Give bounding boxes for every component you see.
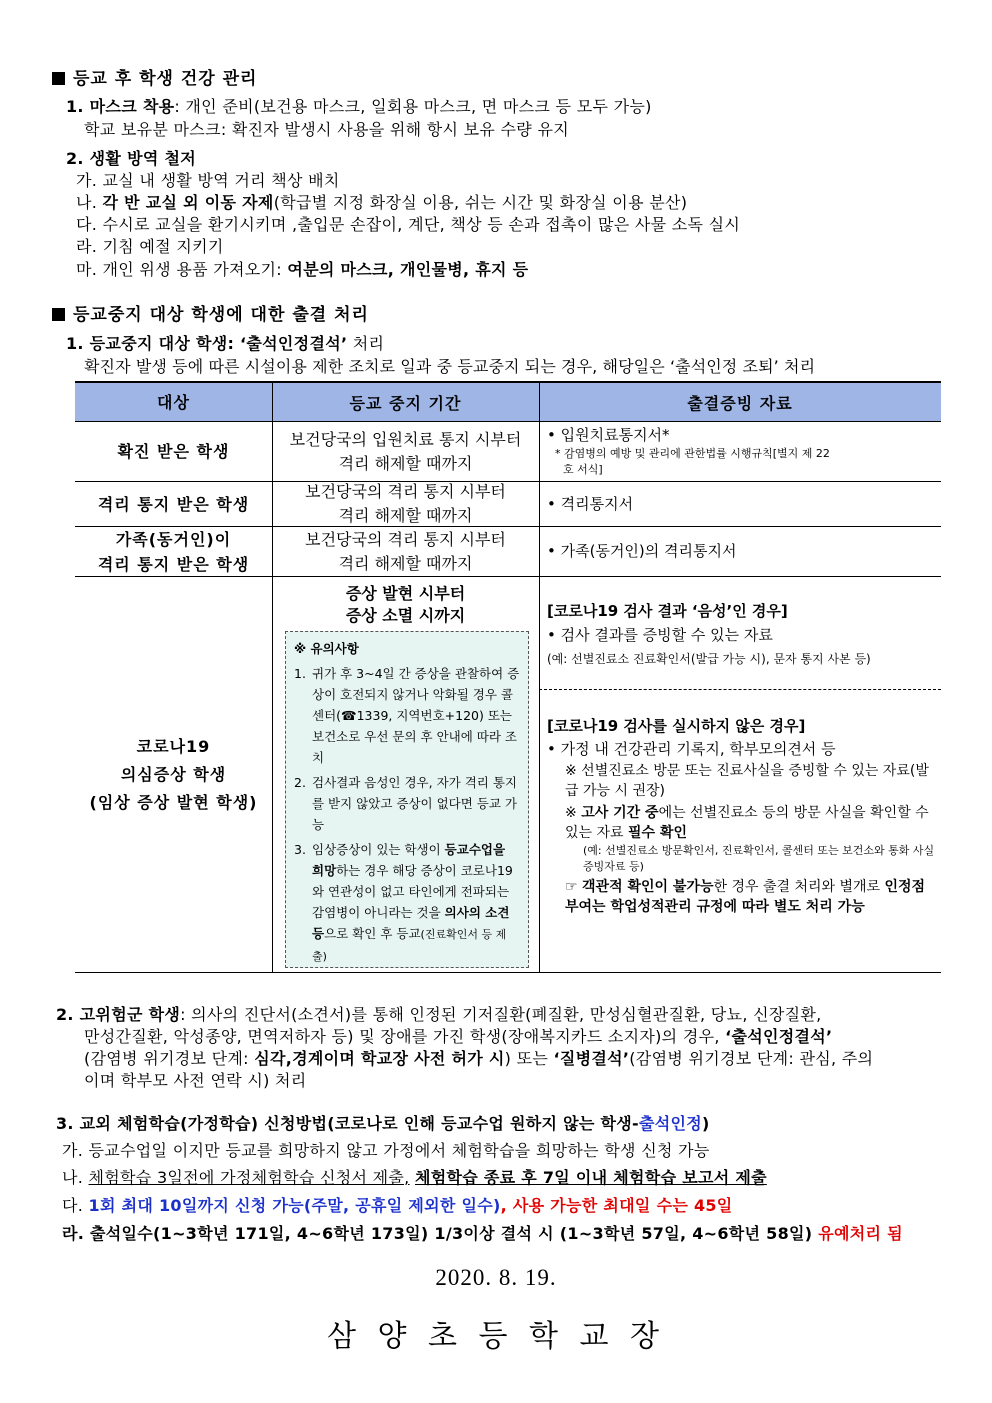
row2-target: 격리 통지 받은 학생 bbox=[97, 494, 250, 514]
row1-target: 확진 받은 학생 bbox=[117, 442, 230, 461]
field-trip-heading: 3. 교외 체험학습(가정학습) 신청방법(코로나로 인해 등교수업 원하지 않는 학생-출석인정) bbox=[56, 1114, 710, 1133]
field-trip-ga: 가. 등교수업일 이지만 등교를 희망하지 않고 가정에서 체험학습을 희망하는 학생 신청 가능 bbox=[62, 1141, 710, 1160]
negative-result-block: [코로나19 검사 결과 ‘음성’인 경우] • 검사 결과를 증빙할 수 있는 자료 (예: 선별진료소 진료확인서(발급 가능 시), 문자 통지 사본 등) bbox=[547, 602, 871, 666]
section-title-attendance: 등교중지 대상 학생에 대한 출결 처리 bbox=[52, 300, 369, 325]
item-ga: 가. 교실 내 생활 방역 거리 책상 배치 bbox=[76, 171, 340, 190]
table-header-row bbox=[75, 381, 941, 421]
no-test-block: [코로나19 검사를 실시하지 않은 경우] • 가정 내 건강관리 기록지, 학부모의견서 등 ※ 선별진료소 방문 또는 진료사실을 증빙할 수 있는 자료(발급 가능 시 권장) ※ 고사 기간 중에는 선별진료소 등의 방문 사실을 확인할 수 있는 자료 필수 확인 (예: 선별진료소 방문확인서, 진료확인서, 콜센터 또는 보건소와 통화 사실 증빙자료 등) ☞ 객관적 확인이 불가능한 경우 출결 처리와 별개로 인정점 부여는 학업성적관리 규정에 따라 별도 처리 가능 bbox=[547, 717, 935, 915]
list-item: 2. 검사결과 음성인 경우, 자가 격리 통지를 받지 않았고 증상이 없다면 등교 가능 bbox=[294, 775, 517, 832]
row3-period: 보건당국의 격리 통지 시부터 격리 해제할 때까지 bbox=[305, 529, 506, 573]
row4-period: 증상 발현 시부터 증상 소멸 시까지 bbox=[345, 584, 466, 625]
row4-target: 코로나19 의심증상 학생 (임상 증상 발현 학생) bbox=[89, 736, 258, 812]
mask-line: 1. 마스크 착용: 개인 준비(보건용 마스크, 일회용 마스크, 면 마스크 등 모두 가능) bbox=[66, 97, 652, 116]
school-principal: 삼 양 초 등 학 교 장 bbox=[326, 1319, 666, 1354]
high-risk-line4: 이며 학부모 사전 연락 시) 처리 bbox=[84, 1071, 307, 1090]
section-title-health: 등교 후 학생 건강 관리 bbox=[52, 64, 257, 89]
column-divider bbox=[272, 381, 273, 973]
suspension-heading: 1. 등교중지 대상 학생: ‘출석인정결석’ 처리 bbox=[66, 334, 385, 353]
item-ma: 마. 개인 위생 용품 가져오기: 여분의 마스크, 개인물병, 휴지 등 bbox=[76, 260, 529, 279]
field-trip-ra: 라. 출석일수(1~3학년 171일, 4~6학년 173일) 1/3이상 결석 시 (1~3학년 57일, 4~6학년 58일) 유예처리 됨 bbox=[62, 1224, 903, 1243]
list-item: 3. 임상증상이 있는 학생이 등교수업을 희망하는 경우 해당 증상이 코로나19와 연관성이 없고 타인에게 전파되는 감염병이 아니라는 것을 의사의 소견 등으로 확인 후 등교(진료확인서 등 제출) bbox=[294, 842, 513, 963]
square-bullet-icon bbox=[52, 72, 65, 85]
row2-evidence: • 격리통지서 bbox=[547, 494, 634, 513]
dashed-divider bbox=[539, 689, 941, 690]
table-row bbox=[75, 421, 941, 481]
item-ra: 라. 기침 예절 지키기 bbox=[76, 237, 224, 256]
document-date: 2020. 8. 19. bbox=[435, 1265, 557, 1290]
high-risk-line2: 만성간질환, 악성종양, 면역저하자 등) 및 장애를 가진 학생(장애복지카드 소지자)의 경우, ‘출석인정결석’ bbox=[84, 1027, 833, 1046]
high-risk-line1: 2. 고위험군 학생: 의사의 진단서(소견서)를 통해 인정된 기저질환(폐질환, 만성심혈관질환, 당뇨, 신장질환, bbox=[56, 1005, 822, 1024]
table-row bbox=[75, 481, 941, 526]
field-trip-da: 다. 1회 최대 10일까지 신청 가능(주말, 공휴일 제외한 일수), 사용 가능한 최대일 수는 45일 bbox=[62, 1196, 733, 1215]
high-risk-line3: (감염병 위기경보 단계: 심각,경계이며 학교장 사전 허가 시) 또는 ‘질병결석’(감염병 위기경보 단계: 관심, 주의 bbox=[84, 1049, 874, 1068]
row2-period: 보건당국의 격리 통지 시부터 격리 해제할 때까지 bbox=[305, 482, 506, 525]
table-row bbox=[75, 526, 941, 576]
header-period: 등교 중지 기간 bbox=[349, 393, 462, 413]
row3-evidence: • 가족(동거인)의 격리통지서 bbox=[547, 542, 737, 560]
column-divider bbox=[539, 381, 540, 973]
item-da: 다. 수시로 교실을 환기시키며 ,출입문 손잡이, 계단, 책상 등 손과 접촉이 많은 사물 소독 실시 bbox=[76, 215, 741, 234]
quarantine-heading: 2. 생활 방역 철저 bbox=[66, 149, 196, 168]
list-item: 1. 귀가 후 3~4일 간 증상을 관찰하여 증상이 호전되지 않거나 악화될 경우 콜센터(☎1339, 지역번호+120) 또는 보건소로 우선 문의 후 안내에 따라 조치 bbox=[294, 666, 520, 765]
attendance-table bbox=[75, 381, 941, 973]
mask-line-2: 학교 보유분 마스크: 확진자 발생시 사용을 위해 항시 보유 수량 유지 bbox=[84, 120, 569, 139]
row3-target: 가족(동거인)이 격리 통지 받은 학생 bbox=[97, 529, 250, 574]
caution-note-box: ※ 유의사항 1. 귀가 후 3~4일 간 증상을 관찰하여 증상이 호전되지 않거나 악화될 경우 콜센터(☎1339, 지역번호+120) 또는 보건소로 우선 문의 후 안내에 따라 조치 2. 검사결과 음성인 경우, 자가 격리 통지를 받지 않았고 증상이 없다면 등교 가능 3. 임상증상이 있는 학생이 등교수업을 희망하는 경우 해당 증상이 코로나19와 연관성이 없고 타인에게 전파되는 감염병이 아니라는 것을 의사의 소견 등으로 확인 후 등교(진료확인서 등 제출) bbox=[285, 631, 529, 968]
field-trip-na: 나. 체험학습 3일전에 가정체험학습 신청서 제출, 체험학습 종료 후 7일 이내 체험학습 보고서 제출 bbox=[62, 1168, 767, 1187]
suspension-desc: 확진자 발생 등에 따른 시설이용 제한 조치로 일과 중 등교중지 되는 경우, 해당일은 ‘출석인정 조퇴’ 처리 bbox=[84, 357, 816, 376]
row1-evidence: • 입원치료통지서* * 감염병의 예방 및 관리에 관한법률 시행규칙[별지 제 22 호 서식] bbox=[547, 426, 830, 476]
item-na: 나. 각 반 교실 외 이동 자제(학급별 지정 화장실 이용, 쉬는 시간 및 화장실 이용 분산) bbox=[76, 193, 688, 212]
header-target: 대상 bbox=[157, 392, 190, 412]
square-bullet-icon bbox=[52, 308, 65, 321]
caution-list bbox=[294, 663, 520, 967]
header-evidence: 출결증빙 자료 bbox=[687, 393, 793, 413]
row1-period: 보건당국의 입원치료 통지 시부터 격리 해제할 때까지 bbox=[289, 429, 522, 473]
